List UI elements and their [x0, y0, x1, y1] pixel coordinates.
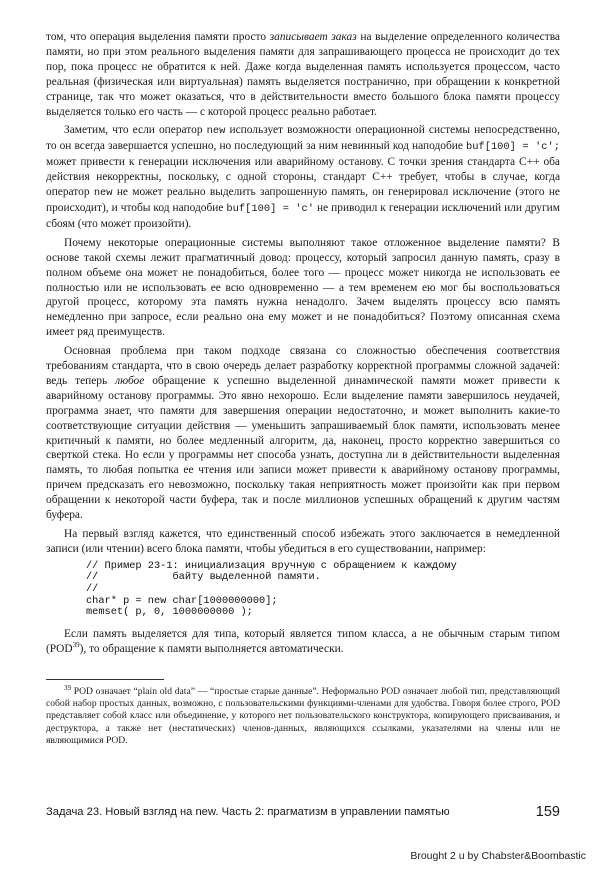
paragraph-2: Заметим, что если оператор new использует возможности операционной системы непосредственно, то он всегда завершается успешно, но последующий за ним невинный код наподобие buf[100] = 'c'; может привести к генерации исключения или аварийному останову. С точки зрения стандарта С++ оба действия некорректны, поскольку, с одной стороны, стандарт С++ требует, чтобы в случае, когда оператор new не может реально выделить запрошенную память, он генерировал исключение (этого не происходит), и чтобы код наподобие buf[100] = 'c' не приводил к генерации исключений или другим сбоям (что может произойти). [46, 124, 560, 230]
watermark-text: Brought 2 u by Chabster&Boombastic [410, 850, 586, 862]
paragraph-3: Почему некоторые операционные системы выполняют такое отложенное выделение памяти? В основе такой схемы лежит прагматичный довод: процессу, который запросил данную память, сразу в полном объеме она может не понадобиться, более того — процесс может никогда не использовать ее полностью или не использовать ее всю одновременно — а тем временем ею мог бы воспользоваться другой процесс, которому эта память нужна ненадолго. Зачем выделять процессу всю память немедленно при запросе, если реально она ему может и не понадобиться? Поэтому описанная схема имеет ряд преимуществ. [46, 236, 560, 339]
footnote-ref: 39 [72, 640, 80, 649]
page-body [46, 30, 560, 748]
footnote-divider [46, 679, 164, 680]
paragraph-5: На первый взгляд кажется, что единственный способ избежать этого заключается в немедленной записи (или чтении) всего блока памяти, чтобы убедиться в его существовании, например: [46, 528, 560, 555]
footnote-39: $^{39}$ POD означает “plain old data” — “простые старые данные”. Неформально POD означает любой тип, представляющий собой набор простых данных, возможно, с пользовательскими функциями-членами для удобства. Говоря более строго, POD представляет собой класс или объединение, у которого нет пользовательского конструктора, копирующего присваивания, и деструктора, а также нет (нестатических) членов-данных, являющихся ссылками, указателями на члены или не являющимися POD. [46, 683, 560, 747]
code-example-23-1: // Пример 23-1: инициализация вручную с обращением к каждому // байту выделенной памяти. // char* p = new char[1000000000]; memset( p, 0, 1000000000 ); [86, 559, 457, 619]
paragraph-6: Если память выделяется для типа, который является типом класса, а не обычным старым типом (POD$^{39}$), то обращение к памяти выполняется автоматически. [46, 627, 560, 655]
chapter-title: Задача 23. Новый взгляд на new. Часть 2: прагматизм в управлении памятью [46, 806, 450, 818]
paragraph-1: том, что операция выделения памяти просто записывает заказ на выделение определенного количества памяти, но при этом реального выделения памяти для запрашивающего процесса не происходит до тех пор, пока процесс не обратится к ней. Даже когда выделенная память используется процессом, часто реальная (физическая или виртуальная) память выделяется постранично, при обращении к конкретной странице, так что может оказаться, что в действительности вместо большого блока памяти процессу выделяется только его часть — с которой процесс реально работает. [46, 31, 560, 118]
running-footer [46, 806, 560, 818]
page-number: 159 [535, 804, 560, 820]
paragraph-4: Основная проблема при таком подходе связана со сложностью обеспечения соответствия требованиям стандарта, что в свою очередь делает разработку корректной программы сложной задачей: ведь теперь любое обращение к успешно выделенной динамической памяти может привести к аварийному останову программы. Это явно нехорошо. Если выделение памяти завершилось неудачей, программа знает, что памяти для завершения операции недостаточно, и может выполнить какие-то соответствующие ситуации действия — уменьшить запрашиваемый блок памяти, использовать менее критичный к памяти, но более медленный алгоритм, да, наконец, просто корректно завершиться со сверткой стека. Но если у программы нет способа узнать, доступна ли в действительности выделенная память, то любая попытка ее чтения или записи может привести к аварийному останову программы, причем предсказать его невозможно, поскольку такая неприятность может произойти как при первом обращении к некоторой части буфера, так и после миллионов успешных обращений к другим частям буфера. [46, 345, 560, 522]
